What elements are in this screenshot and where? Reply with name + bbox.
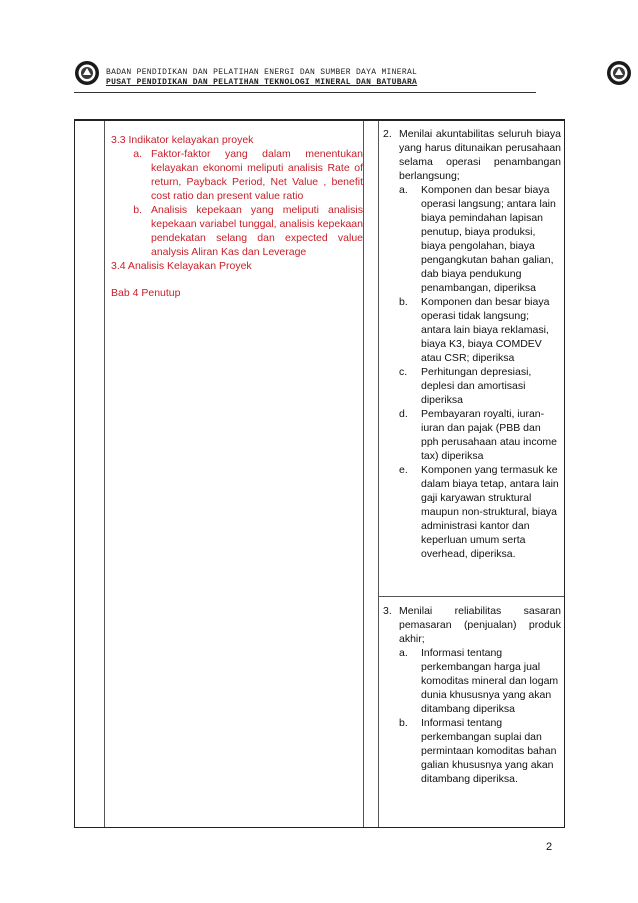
list-item: d. Pembayaran royalti, iuran-iuran dan pajak (PBB dan pph perusahaan atau income tax) diperiksa (399, 408, 558, 462)
ministry-emblem-left-icon (74, 60, 100, 86)
column-divider (104, 121, 105, 827)
ministry-emblem-right-icon (606, 60, 632, 86)
list-item: a. Komponen dan besar biaya operasi langsung; antara lain biaya pemindahan lapisan penutup, biaya produksi, biaya pengolahan, biaya pengangkutan bahan galian, dab biaya pendukung penambangan, diperiksa (399, 184, 556, 294)
list-item: b. Analisis kepekaan yang meliputi analisis kepekaan variabel tunggal, analisis kepekaan pendekatan selang dan expected value analysis Aliran Kas dan Leverage (133, 204, 363, 258)
header-center: PUSAT PENDIDIKAN DAN PELATIHAN TEKNOLOGI MINERAL DAN BATUBARA (106, 78, 418, 87)
column-divider (378, 121, 379, 827)
numbered-point: 2. Menilai akuntabilitas seluruh biaya yang harus ditunaikan perusahaan selama operasi penambangan berlangsung; (383, 128, 561, 182)
column-divider (363, 121, 364, 827)
numbered-point: 3. Menilai reliabilitas sasaran pemasaran (penjualan) produk akhir; (383, 605, 561, 645)
document-header (106, 68, 536, 87)
header-agency: BADAN PENDIDIKAN DAN PELATIHAN ENERGI DAN SUMBER DAYA MINERAL (106, 68, 418, 77)
chapter-heading: Bab 4 Penutup (111, 287, 181, 299)
list-item: a. Faktor-faktor yang dalam menentukan kelayakan ekonomi meliputi analisis Rate of return, Payback Period, Net Value , benefit cost ratio dan present value ratio (133, 148, 363, 202)
list-item: b. Komponen dan besar biaya operasi tidak langsung; antara lain biaya reklamasi, biaya K3, biaya COMDEV atau CSR; diperiksa (399, 296, 550, 364)
row-divider (378, 596, 564, 597)
list-item: c. Perhitungan depresiasi, deplesi dan amortisasi diperiksa (399, 366, 532, 406)
header-divider (74, 92, 536, 93)
list-item: e. Komponen yang termasuk ke dalam biaya tetap, antara lain gaji karyawan struktural maupun non-struktural, biaya administrasi kantor dan keperluan umum serta overhead, diperiksa. (399, 464, 559, 560)
course-outline-cell (111, 133, 363, 300)
list-item: a. Informasi tentang perkembangan harga jual komoditas mineral dan logam dunia khususnya yang akan ditambang diperiksa (399, 647, 559, 715)
criteria-cell-3 (383, 604, 561, 786)
list-item: b. Informasi tentang perkembangan suplai dan permintaan komoditas bahan galian khususnya yang akan ditambang diperiksa. (399, 717, 557, 785)
content-table (74, 119, 565, 828)
criteria-cell-2 (383, 127, 561, 561)
section-heading-3-3: 3.3 Indikator kelayakan proyek (111, 134, 254, 146)
section-heading-3-4: 3.4 Analisis Kelayakan Proyek (111, 260, 252, 272)
page-number: 2 (546, 841, 553, 853)
